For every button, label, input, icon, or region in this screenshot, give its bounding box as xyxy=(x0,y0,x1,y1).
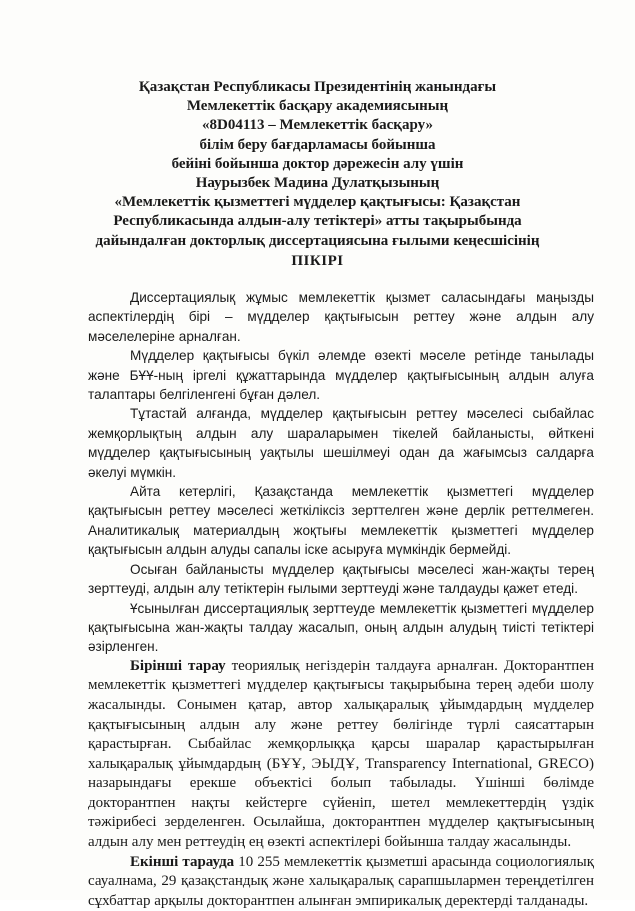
document-title-block xyxy=(40,78,595,251)
chapter-one-text: теориялық негіздерін талдауға арналған. Докторантпен мемлекеттік қызметтегі мүдделер қақтығысы тақырыбына терең әдеби шолу жасалынды. Сонымен қатар, автор халықаралық ұйымдардың мүдделер қақтығысының алдын алу және реттеу бөлігінде түрлі саясаттарын қарастырған. Сыбайлас жемқорлыққа қарсы шаралар қарастырылған халықаралық ұйымдардың (БҰҰ, ЭЫДҰ, Transparency International, GRECO) назарындағы ерекше объектісі болып табылады. Үшінші бөлімде докторантпен нақты кейстерге сүйеніп, шетел мемлекеттердің үздік тәжірибесі зерделенген. Осылайша, докторантпен мүдделер қақтығысының алдын алу мен реттеудің ең өзекті аспектілері бойынша талдау жасалынды. xyxy=(88,657,594,851)
document-body xyxy=(88,288,594,911)
title-line: білім беру бағдарламасы бойынша xyxy=(199,136,436,153)
body-paragraph: Диссертациялық жұмыс мемлекеттік қызмет саласындағы маңызды аспектілердің бірі – мүдделер қақтығысын реттеу және алдын алу мәселелеріне арналған. xyxy=(88,290,594,344)
title-line: Республикасында алдын-алу тетіктері» атты тақырыбында xyxy=(113,213,522,230)
chapter-two-text: 10 255 мемлекеттік қызметші арасында социологиялық сауалнама, 29 қазақстандық және халықаралық сарапшылармен тереңдетілген сұхбаттар арқылы докторантпен алынған эмпирикалық деректерді талданады. xyxy=(88,853,594,909)
body-paragraph: Айта кетерлігі, Қазақстанда мемлекеттік қызметтегі мүдделер қақтығысын реттеу мәселесі жеткіліксіз зерттелген және дерлік реттелмеген. Аналитикалық материалдың жоқтығы мемлекеттік қызметтегі мүдделер қақтығысын алдын алуды сапалы іске асыруға мүмкіндік бермейді. xyxy=(88,484,594,558)
title-line: Мемлекеттік басқару академиясының xyxy=(186,98,449,115)
document-heading: ПІКІРІ xyxy=(291,253,344,269)
chapter-one-paragraph xyxy=(88,657,594,853)
title-line: «Мемлекеттік қызметтегі мүдделер қақтығысы: Қазақстан xyxy=(114,194,521,211)
chapter-two-lead: Екінші тарауда xyxy=(130,853,235,870)
body-paragraph: Осыған байланысты мүдделер қақтығысы мәселесі жан-жақты терең зерттеуді, алдын алу тетіктерін ғылыми зерттеуді және талдауды қажет етеді. xyxy=(88,561,594,597)
chapter-one-lead: Бірінші тарау xyxy=(130,657,226,674)
title-line: Наурызбек Мадина Дулатқызының xyxy=(195,175,440,192)
chapter-two-paragraph xyxy=(88,853,594,911)
title-line: «8D04113 – Мемлекеттік басқару» xyxy=(202,117,433,134)
title-line: дайындалған докторлық диссертациясына ғылыми кеңесшісінің xyxy=(95,232,540,249)
title-line: Қазақстан Республикасы Президентінің жанындағы xyxy=(138,79,497,95)
body-paragraph: Мүдделер қақтығысы бүкіл әлемде өзекті мәселе ретінде танылады және БҰҰ-ның іргелі құжаттарында мүдделер қақтығысының алдын алуға талаптары белгіленгені бұған дәлел. xyxy=(88,348,594,403)
body-paragraph: Тұтастай алғанда, мүдделер қақтығысын реттеу мәселесі сыбайлас жемқорлықтың алдын алу шараларымен тікелей байланысты, өйткені мүдделер қақтығысының уақтылы шешілмеуі одан да жағымсыз салдарға әкелуі мүмкін. xyxy=(88,406,594,480)
body-paragraph: Ұсынылған диссертациялық зерттеуде мемлекеттік қызметтегі мүдделер қақтығысына жан-жақты талдау жасалып, оның алдын алудың тиісті тетіктері әзірленген. xyxy=(88,600,594,655)
title-line: бейіні бойынша доктор дәрежесін алу үшін xyxy=(171,155,464,172)
